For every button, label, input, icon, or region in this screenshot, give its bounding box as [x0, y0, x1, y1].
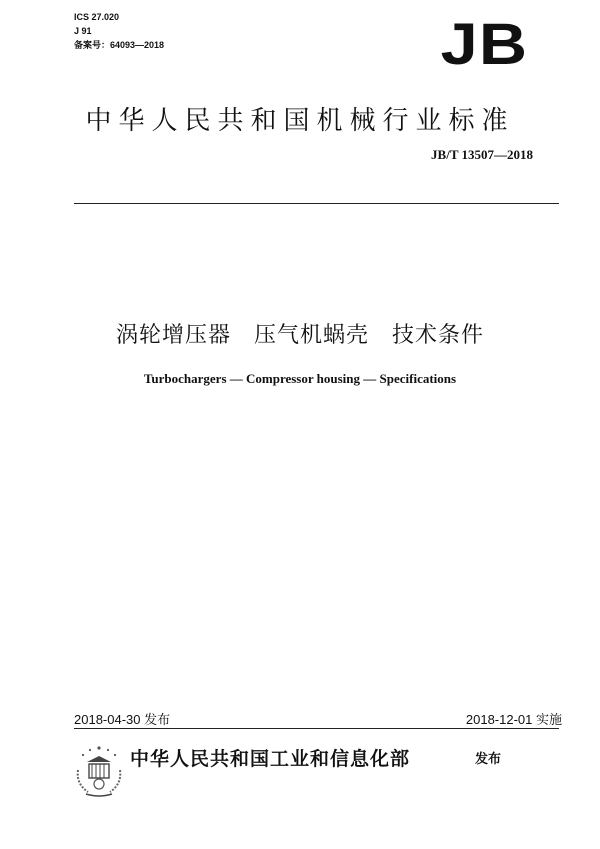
jb-logo: JB — [440, 12, 528, 77]
classification-code: J 91 — [74, 26, 92, 36]
publisher-name: 中华人民共和国工业和信息化部 — [130, 748, 411, 770]
record-number: 备案号：64093—2018 — [74, 40, 165, 50]
standard-number: JB/T 13507—2018 — [431, 147, 533, 162]
standard-category-title: 中华人民共和国机械行业标准 — [85, 106, 515, 136]
bottom-divider — [74, 728, 559, 729]
top-divider — [74, 203, 559, 204]
implementation-date: 2018-12-01 实施 — [465, 712, 562, 727]
document-title-zh: 涡轮增压器 压气机蜗壳 技术条件 — [115, 323, 484, 348]
document-title-en: Turbochargers — Compressor housing — Specifications — [143, 371, 457, 386]
publish-label: 发布 — [475, 752, 502, 767]
ics-code: ICS 27.020 — [74, 12, 120, 22]
national-emblem-icon — [70, 740, 128, 798]
issue-date: 2018-04-30 发布 — [74, 712, 171, 727]
